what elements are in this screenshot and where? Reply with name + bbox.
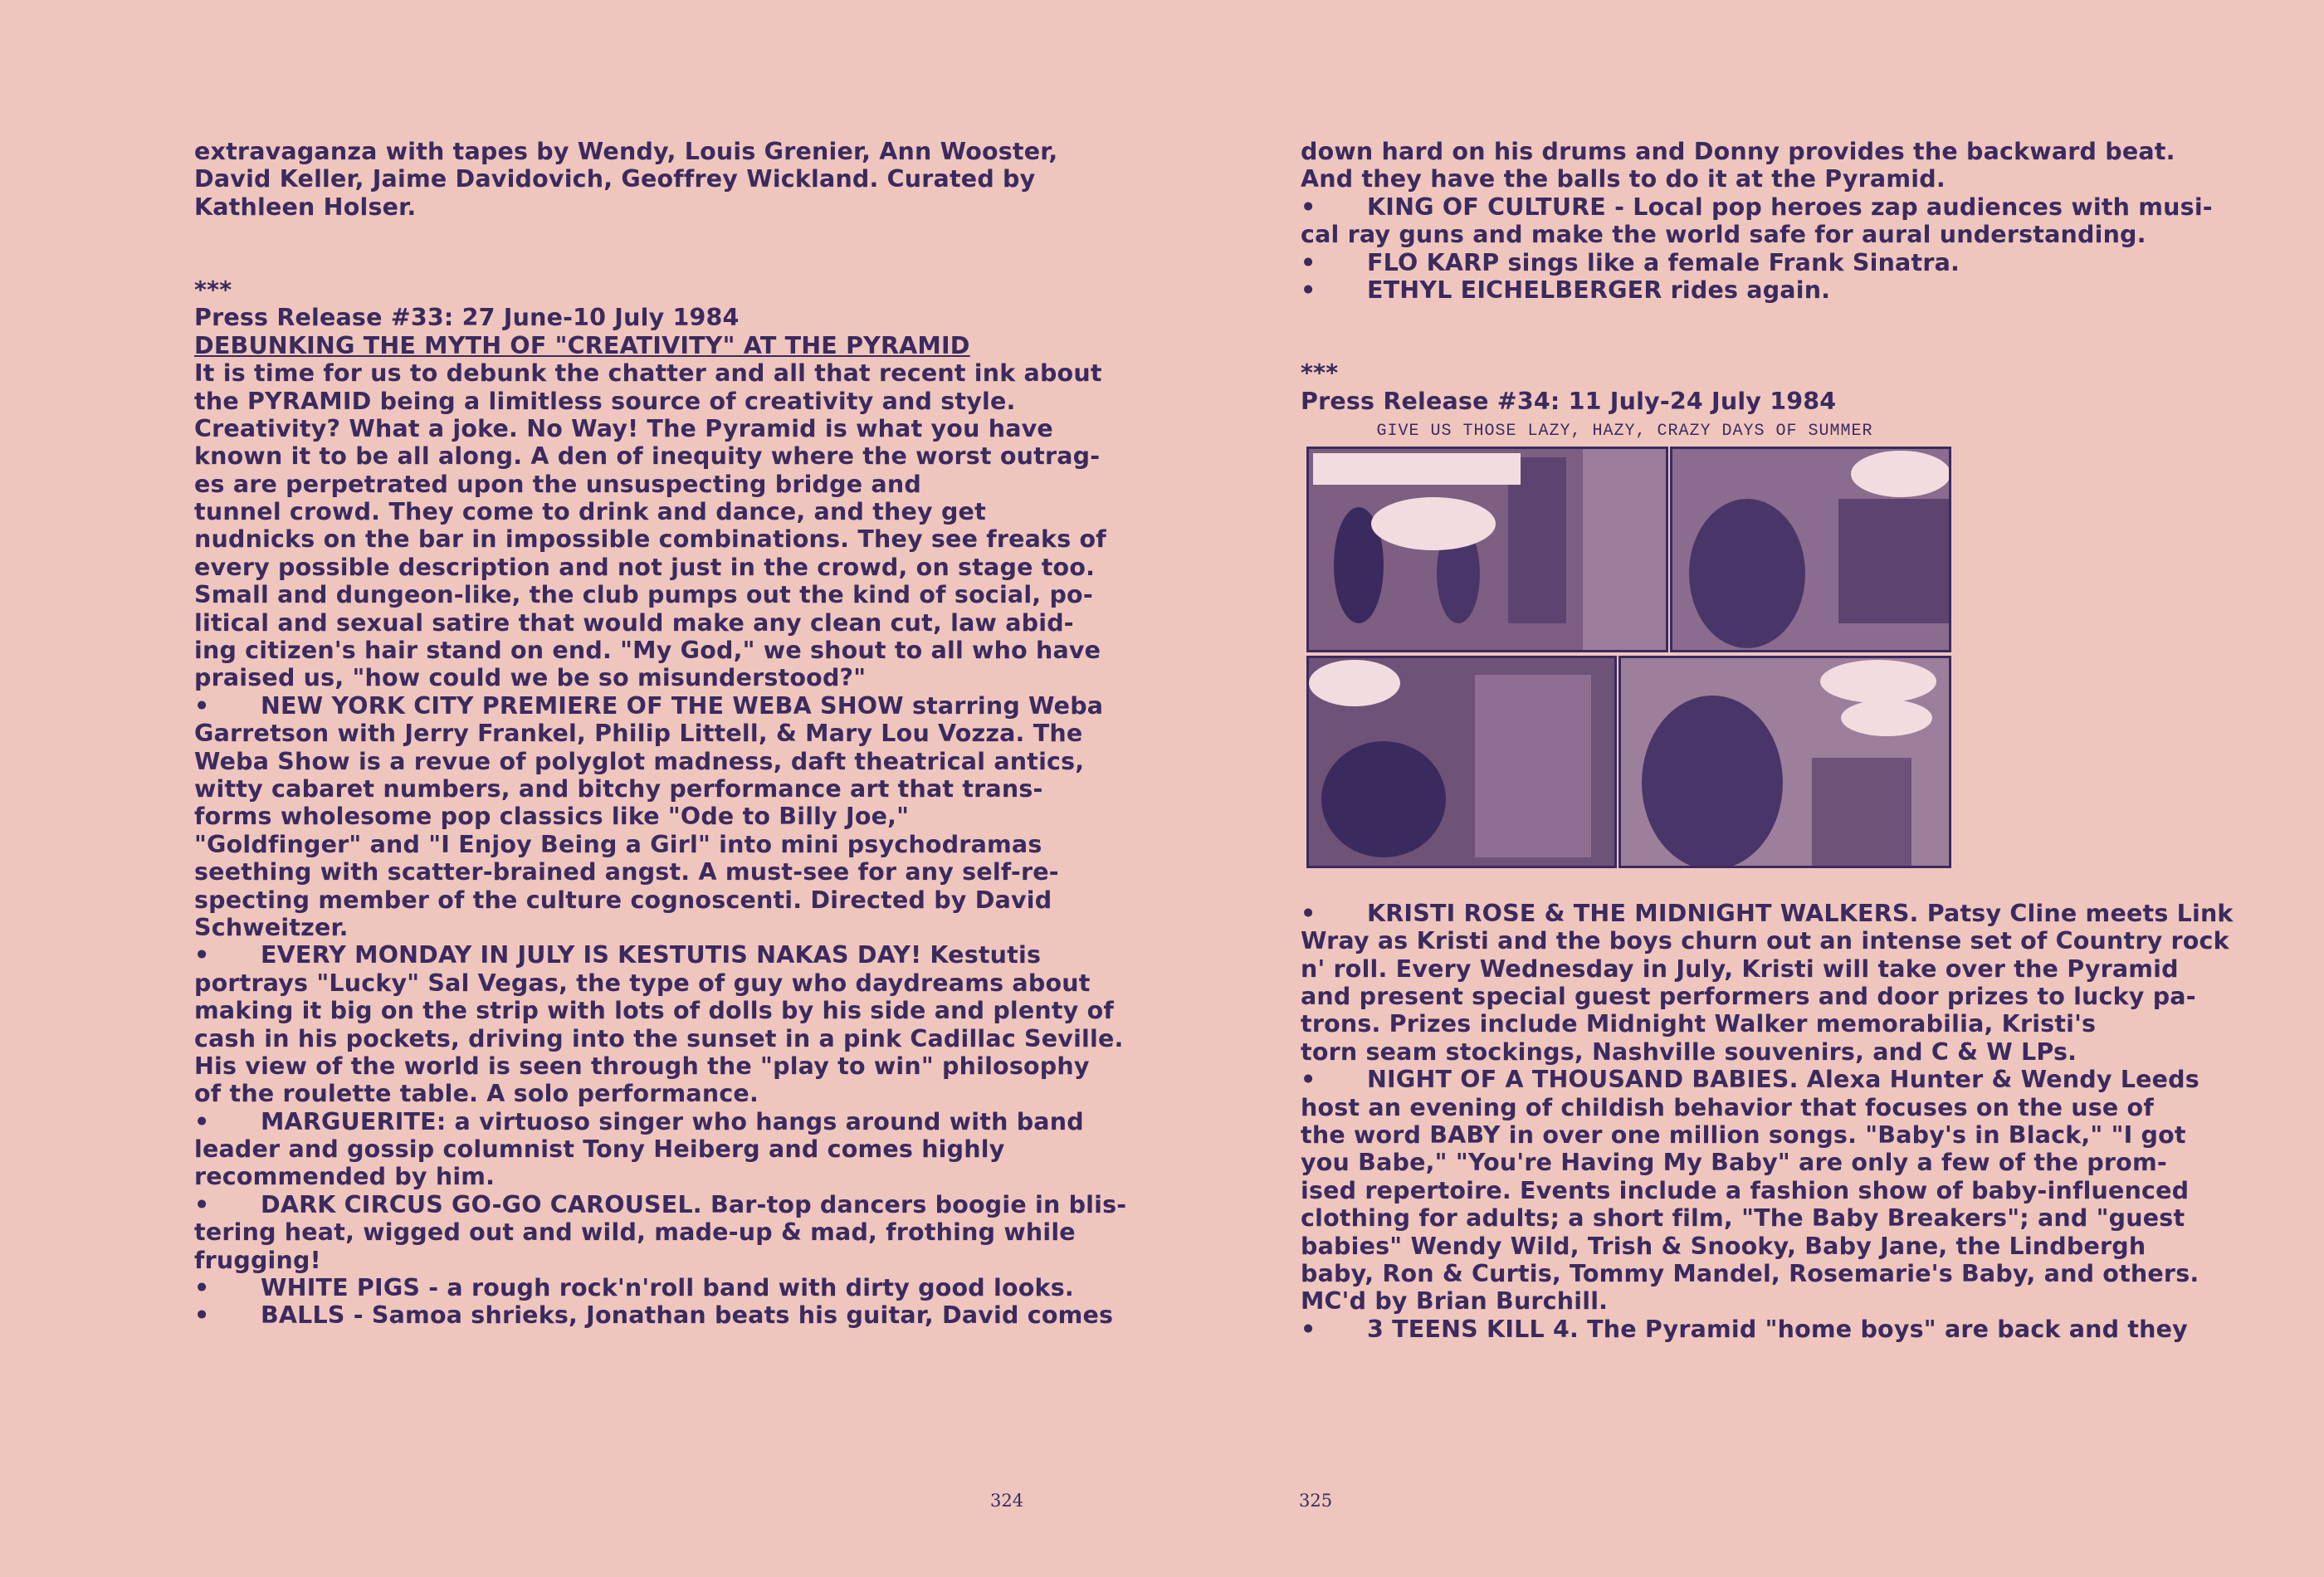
release-body bbox=[194, 359, 1106, 692]
list-item-text: the word BABY in over one million songs. "Baby's in Black," "I got bbox=[1301, 1121, 2186, 1150]
text-line: extravaganza with tapes by Wendy, Louis Grenier, Ann Wooster, bbox=[194, 138, 1058, 165]
release-title: Press Release #34: 11 July-24 July 1984 bbox=[1301, 387, 1837, 415]
text-line bbox=[194, 969, 1091, 997]
text-line bbox=[1301, 1260, 2200, 1287]
text-line: Small and dungeon-like, the club pumps out the kind of social, po- bbox=[194, 581, 1093, 609]
list-item bbox=[194, 1107, 1084, 1135]
text-line bbox=[194, 858, 1059, 886]
list-item-text: torn seam stockings, Nashville souvenirs, and C & W LPs. bbox=[1301, 1038, 2077, 1066]
left-column bbox=[194, 138, 1127, 1330]
list-item-text: His view of the world is seen through the "play to win" philosophy bbox=[194, 1052, 1090, 1080]
list-item-text: host an evening of childish behavior that focuses on the use of bbox=[1301, 1093, 2154, 1121]
event-list bbox=[194, 691, 1127, 1330]
list-item-text: you Babe," "You're Having My Baby" are only a few of the prom- bbox=[1301, 1149, 2167, 1177]
text-line bbox=[1301, 1010, 2139, 1038]
page-number: 324 bbox=[990, 1491, 1024, 1511]
list-item-text: seething with scatter-brained angst. A must-see for any self-re- bbox=[194, 858, 1059, 886]
text-line bbox=[1301, 1121, 2186, 1150]
text-line: ing citizen's hair stand on end. "My God," we shout to all who have bbox=[194, 637, 1101, 665]
text-line bbox=[1301, 1093, 2154, 1121]
text-line bbox=[194, 1135, 1033, 1163]
event-list bbox=[1301, 899, 2234, 1343]
list-item-text: Weba Show is a revue of polyglot madness, daft theatrical antics, bbox=[194, 747, 1085, 775]
list-item-text: making it big on the strip with lots of dolls by his side and plenty of bbox=[194, 997, 1115, 1025]
list-item-text: DARK CIRCUS GO-GO CAROUSEL. Bar-top dancers boogie in blis- bbox=[261, 1190, 1127, 1218]
left-intro-text bbox=[194, 138, 1058, 221]
list-item-text: And they have the balls to do it at the Pyramid. bbox=[1301, 165, 1946, 193]
text-line bbox=[1301, 1149, 2167, 1177]
text-line bbox=[194, 886, 1052, 914]
list-item-text: portrays "Lucky" Sal Vegas, the type of guy who daydreams about bbox=[194, 969, 1091, 997]
text-line bbox=[194, 1163, 1033, 1190]
bullet-icon: • bbox=[1301, 899, 1316, 927]
list-item-text: cal ray guns and make the world safe for aural understanding. bbox=[1301, 221, 2146, 249]
bullet-icon: • bbox=[1301, 248, 1316, 276]
page-number: 325 bbox=[1299, 1491, 1333, 1511]
list-item bbox=[1301, 1066, 2200, 1094]
text-line bbox=[1301, 1287, 2139, 1315]
list-item-text: "Goldfinger" and "I Enjoy Being a Girl" into mini psychodramas bbox=[194, 830, 1042, 858]
list-item-text: BALLS - Samoa shrieks, Jonathan beats his guitar, David comes bbox=[261, 1301, 1114, 1330]
text-line: the PYRAMID being a limitless source of creativity and style. bbox=[194, 387, 1016, 415]
text-line: Kathleen Holser. bbox=[194, 193, 417, 221]
list-item bbox=[1301, 249, 2139, 276]
list-item-text: 3 TEENS KILL 4. The Pyramid "home boys" are back and they bbox=[1367, 1315, 2188, 1343]
text-line bbox=[194, 1052, 1090, 1080]
bullet-icon: • bbox=[194, 941, 210, 969]
comic-panel-1 bbox=[1306, 447, 1668, 652]
list-item-text: NEW YORK CITY PREMIERE OF THE WEBA SHOW starring Weba bbox=[261, 691, 1104, 720]
list-item-text: and present special guest performers and door prizes to lucky pa- bbox=[1301, 983, 2196, 1011]
list-item-text: of the roulette table. A solo performance. bbox=[194, 1080, 759, 1108]
bullet-icon: • bbox=[1301, 193, 1316, 221]
section-gap bbox=[1301, 304, 2139, 359]
list-item-text: MARGUERITE: a virtuoso singer who hangs around with band bbox=[261, 1107, 1084, 1135]
list-item-text: witty cabaret numbers, and bitchy performance art that trans- bbox=[194, 775, 1043, 803]
list-item-text: MC'd by Brian Burchill. bbox=[1301, 1287, 1609, 1316]
bullet-icon: • bbox=[194, 1274, 210, 1302]
list-item bbox=[194, 1274, 1074, 1302]
list-item-text: Schweitzer. bbox=[194, 913, 349, 941]
text-line bbox=[194, 1247, 1033, 1274]
text-line: tunnel crowd. They come to drink and dance, and they get bbox=[194, 498, 986, 526]
list-item-text: forms wholesome pop classics like "Ode to Billy Joe," bbox=[194, 803, 910, 831]
list-item bbox=[1301, 899, 2234, 927]
text-line bbox=[194, 830, 1042, 858]
list-item-text: n' roll. Every Wednesday in July, Kristi will take over the Pyramid bbox=[1301, 954, 2179, 983]
text-line: It is time for us to debunk the chatter and all that recent ink about bbox=[194, 359, 1102, 388]
list-item bbox=[1301, 276, 2139, 304]
bullet-icon: • bbox=[194, 1107, 210, 1135]
right-page bbox=[1162, 0, 2324, 1577]
comic-panel-3 bbox=[1306, 656, 1617, 868]
list-item-text: KING OF CULTURE - Local pop heroes zap audiences with musi- bbox=[1367, 193, 2213, 221]
bullet-icon: • bbox=[1301, 276, 1316, 304]
list-item-text: ETHYL EICHELBERGER rides again. bbox=[1367, 276, 1831, 304]
list-item-text: babies" Wendy Wild, Trish & Snooky, Baby Jane, the Lindbergh bbox=[1301, 1232, 2146, 1260]
comic-panel-4 bbox=[1618, 656, 1951, 868]
list-item-text: ised repertoire. Events include a fashion show of baby-influenced bbox=[1301, 1176, 2190, 1204]
text-line bbox=[194, 997, 1115, 1025]
list-item-text: cash in his pockets, driving into the sunset in a pink Cadillac Seville. bbox=[194, 1024, 1124, 1052]
text-line: every possible description and not just in the crowd, on stage too. bbox=[194, 553, 1096, 581]
list-item-text: NIGHT OF A THOUSAND BABIES. Alexa Hunter & Wendy Leeds bbox=[1367, 1066, 2200, 1094]
list-item-text: EVERY MONDAY IN JULY IS KESTUTIS NAKAS DAY! Kestutis bbox=[261, 941, 1042, 969]
text-line: litical and sexual satire that would make any clean cut, law abid- bbox=[194, 608, 1074, 637]
headline: DEBUNKING THE MYTH OF "CREATIVITY" AT THE PYRAMID bbox=[194, 331, 970, 359]
list-item-text: down hard on his drums and Donny provides the backward beat. bbox=[1301, 138, 2175, 165]
list-item-text: clothing for adults; a short film, "The Baby Breakers"; and "guest bbox=[1301, 1204, 2185, 1233]
text-line bbox=[1301, 221, 2146, 249]
text-line bbox=[1301, 927, 2229, 955]
list-item-text: baby, Ron & Curtis, Tommy Mandel, Rosemarie's Baby, and others. bbox=[1301, 1260, 2200, 1287]
text-line: nudnicks on the bar in impossible combinations. They see freaks of bbox=[194, 525, 1106, 554]
text-line bbox=[194, 914, 1033, 941]
text-line bbox=[1301, 138, 2175, 165]
list-item-text: frugging! bbox=[194, 1246, 321, 1274]
text-line bbox=[194, 747, 1085, 775]
list-item bbox=[194, 941, 1042, 969]
list-item-text: leader and gossip columnist Tony Heiberg and comes highly bbox=[194, 1135, 1005, 1164]
text-line bbox=[1301, 1204, 2185, 1233]
list-item-text: Wray as Kristi and the boys churn out an intense set of Country rock bbox=[1301, 927, 2229, 955]
list-item-text: FLO KARP sings like a female Frank Sinatra. bbox=[1367, 248, 1960, 276]
separator: *** bbox=[194, 276, 232, 304]
list-item-text: recommended by him. bbox=[194, 1163, 496, 1191]
release-title: Press Release #33: 27 June-10 July 1984 bbox=[194, 304, 740, 332]
event-list-continued bbox=[1301, 138, 2213, 304]
text-line bbox=[194, 1080, 1033, 1107]
separator: *** bbox=[1301, 359, 1339, 388]
bullet-icon: • bbox=[1301, 1066, 1316, 1094]
list-item-text: Garretson with Jerry Frankel, Philip Littell, & Mary Lou Vozza. The bbox=[194, 720, 1083, 748]
text-line bbox=[1301, 983, 2196, 1011]
text-line: known it to be all along. A den of inequity where the worst outrag- bbox=[194, 442, 1101, 471]
text-line bbox=[1301, 1176, 2190, 1204]
section-gap bbox=[194, 221, 1033, 276]
text-line bbox=[1301, 954, 2179, 983]
list-item-text: KRISTI ROSE & THE MIDNIGHT WALKERS. Patsy Cline meets Link bbox=[1367, 899, 2234, 927]
text-line: es are perpetrated upon the unsuspecting bridge and bbox=[194, 470, 921, 498]
text-line bbox=[1301, 1232, 2146, 1260]
text-line bbox=[1301, 1038, 2139, 1066]
text-line bbox=[194, 720, 1083, 748]
list-item bbox=[194, 1301, 1114, 1330]
comic-caption: GIVE US THOSE LAZY, HAZY, CRAZY DAYS OF SUMMER bbox=[1376, 422, 1873, 441]
list-item bbox=[1301, 193, 2213, 221]
bullet-icon: • bbox=[194, 1190, 210, 1218]
comic-panel-2 bbox=[1670, 447, 1951, 652]
list-item-text: specting member of the culture cognoscenti. Directed by David bbox=[194, 886, 1052, 914]
bullet-icon: • bbox=[1301, 1315, 1316, 1343]
text-line: David Keller, Jaime Davidovich, Geoffrey Wickland. Curated by bbox=[194, 165, 1036, 193]
text-line bbox=[194, 1024, 1124, 1052]
text-line bbox=[194, 1218, 1076, 1247]
list-item bbox=[194, 691, 1104, 720]
text-line: Creativity? What a joke. No Way! The Pyramid is what you have bbox=[194, 414, 1053, 442]
text-line bbox=[194, 775, 1043, 803]
list-item bbox=[194, 1190, 1127, 1218]
comic-strip bbox=[1303, 422, 1946, 866]
list-item-text: WHITE PIGS - a rough rock'n'roll band with dirty good looks. bbox=[261, 1274, 1074, 1302]
text-line: praised us, "how could we be so misunderstood?" bbox=[194, 664, 867, 692]
list-item bbox=[1301, 1315, 2188, 1343]
text-line bbox=[194, 803, 1033, 830]
text-line bbox=[1301, 165, 2139, 193]
list-item-text: trons. Prizes include Midnight Walker memorabilia, Kristi's bbox=[1301, 1010, 2097, 1038]
bullet-icon: • bbox=[194, 1301, 210, 1330]
bullet-icon: • bbox=[194, 691, 210, 720]
list-item-text: tering heat, wigged out and wild, made-up & mad, frothing while bbox=[194, 1218, 1076, 1247]
